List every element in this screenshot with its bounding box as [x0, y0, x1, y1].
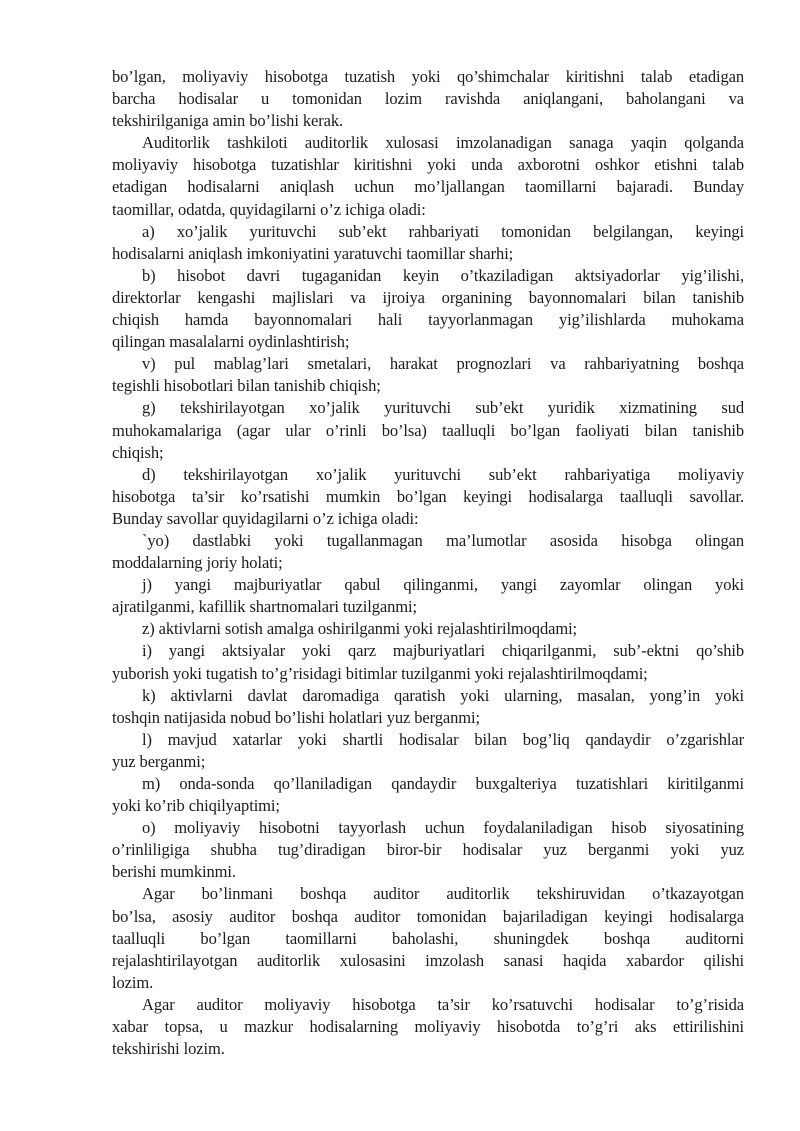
text-line: k) aktivlarni davlat daromadiga qaratish yoki ularning, masalan, yong’in yoki	[142, 685, 744, 705]
text-line: m) onda-sonda qo’llaniladigan qandaydir buxgalteriya tuzatishlari kiritilganmi	[142, 774, 744, 793]
text-line: tekshirilganiga amin bo’lishi kerak.	[112, 111, 344, 131]
text-line: direktorlar kengashi majlislari va ijroiya organining bayonnomalari bilan tanishib	[112, 287, 744, 307]
text-line: o’rinliligiga shubha tug’diradigan biror-bir hodisalar yuz berganmi yoki yuz	[112, 840, 744, 860]
text-line: muhokamalariga (agar ular o’rinli bo’lsa) taalluqli bo’lgan faoliyati bilan tanishib	[112, 420, 744, 440]
paragraph	[112, 464, 744, 530]
text-line: berishi mumkinmi.	[112, 862, 236, 882]
text-line: Auditorlik tashkiloti auditorlik xulosasi imzolanadigan sanaga yaqin qolganda	[142, 133, 744, 153]
text-line: yuz berganmi;	[112, 751, 206, 771]
text-line: d) tekshirilayotgan xo’jalik yurituvchi sub’ekt rahbariyatiga moliyaviy	[142, 464, 744, 484]
text-line: etadigan hodisalarni aniqlash uchun mo’ljallangan taomillarni bajaradi. Bunday	[112, 177, 744, 197]
text-line: chiqish;	[112, 442, 164, 462]
text-line: moddalarning joriy holati;	[112, 553, 283, 573]
paragraph	[112, 817, 744, 883]
paragraph	[112, 66, 744, 132]
text-line: b) hisobot davri tugaganidan keyin o’tkaziladigan aktsiyadorlar yig’ilishi,	[142, 265, 744, 285]
text-line: z) aktivlarni sotish amalga oshirilganmi yoki rejalashtirilmoqdami;	[142, 619, 578, 639]
text-line: l) mavjud xatarlar yoki shartli hodisalar bilan bog’liq qandaydir o’zgarishlar	[142, 729, 744, 749]
text-line: i) yangi aktsiyalar yoki qarz majburiyatlari chiqarilganmi, sub’-ektni qo’shib	[142, 641, 744, 661]
text-line: rejalashtirilayotgan auditorlik xulosasini imzolash sanasi haqida xabardor qilishi	[112, 950, 744, 970]
text-line: o) moliyaviy hisobotni tayyorlash uchun foydalaniladigan hisob siyosatining	[142, 818, 744, 838]
text-line: taalluqli bo’lgan taomillarni baholashi, shuningdek boshqa auditorni	[112, 928, 744, 948]
paragraph	[112, 353, 744, 397]
text-line: barcha hodisalar u tomonidan lozim ravishda aniqlangani, baholangani va	[112, 89, 744, 109]
paragraph	[112, 618, 744, 640]
paragraph	[112, 685, 744, 729]
text-line: a) xo’jalik yurituvchi sub’ekt rahbariyati tomonidan belgilangan, keyingi	[142, 221, 744, 241]
paragraph	[112, 221, 744, 265]
text-line: yoki ko’rib chiqilyaptimi;	[112, 796, 280, 816]
text-line: j) yangi majburiyatlar qabul qilinganmi, yangi zayomlar olingan yoki	[142, 575, 744, 595]
text-line: chiqish hamda bayonnomalari hali tayyorlanmagan yig’ilishlarda muhokama	[112, 310, 744, 330]
paragraph	[112, 640, 744, 684]
text-line: yuborish yoki tugatish to’g’risidagi bitimlar tuzilganmi yoki rejalashtirilmoqdami;	[112, 663, 648, 683]
text-line: lozim.	[112, 972, 154, 992]
text-line: toshqin natijasida nobud bo’lishi holatlari yuz berganmi;	[112, 707, 480, 727]
text-line: g) tekshirilayotgan xo’jalik yurituvchi sub’ekt yuridik xizmatining sud	[142, 398, 744, 418]
text-line: bo’lsa, asosiy auditor boshqa auditor tomonidan bajariladigan keyingi hodisalarga	[112, 906, 744, 926]
paragraph	[112, 132, 744, 220]
document-text	[112, 66, 744, 1060]
text-line: ajratilganmi, kafillik shartnomalari tuzilganmi;	[112, 597, 417, 617]
text-line: v) pul mablag’lari smetalari, harakat prognozlari va rahbariyatning boshqa	[142, 354, 744, 374]
text-line: xabar topsa, u mazkur hodisalarning moliyaviy hisobotda to’g’ri aks ettirilishini	[112, 1017, 744, 1037]
text-line: qilingan masalalarni oydinlashtirish;	[112, 332, 350, 352]
text-line: hisobotga ta’sir ko’rsatishi mumkin bo’lgan keyingi hodisalarga taalluqli savollar.	[112, 486, 744, 506]
paragraph	[112, 994, 744, 1060]
text-line: moliyaviy hisobotga tuzatishlar kiritishni yoki unda axborotni oshkor etishni talab	[112, 155, 744, 175]
text-line: taomillar, odatda, quyidagilarni o’z ichiga oladi:	[112, 199, 426, 219]
text-line: hodisalarni aniqlash imkoniyatini yaratuvchi taomillar sharhi;	[112, 243, 514, 263]
paragraph	[112, 265, 744, 353]
text-line: Bunday savollar quyidagilarni o’z ichiga oladi:	[112, 508, 419, 528]
paragraph	[112, 397, 744, 463]
text-line: `yo) dastlabki yoki tugallanmagan ma’lumotlar asosida hisobga olingan	[142, 530, 744, 550]
paragraph	[112, 530, 744, 574]
paragraph	[112, 729, 744, 773]
text-line: Agar auditor moliyaviy hisobotga ta’sir ko’rsatuvchi hodisalar to’g’risida	[142, 994, 744, 1014]
text-line: tekshirishi lozim.	[112, 1039, 225, 1059]
paragraph	[112, 773, 744, 817]
text-line: tegishli hisobotlari bilan tanishib chiqish;	[112, 376, 381, 396]
paragraph	[112, 574, 744, 618]
text-line: bo’lgan, moliyaviy hisobotga tuzatish yoki qo’shimchalar kiritishni talab etadigan	[112, 67, 744, 86]
paragraph	[112, 883, 744, 993]
text-line: Agar bo’linmani boshqa auditor auditorlik tekshiruvidan o’tkazayotgan	[142, 884, 744, 904]
